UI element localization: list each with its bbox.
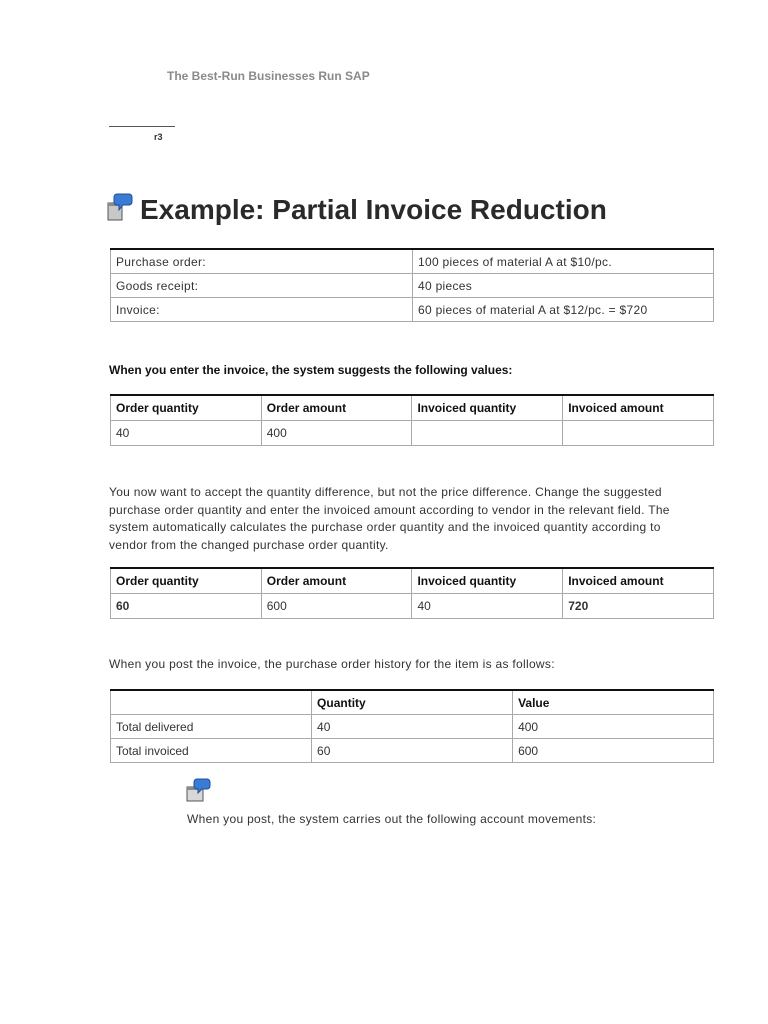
history-intro-text: When you post the invoice, the purchase order history for the item is as follows:	[109, 657, 555, 671]
divider	[109, 126, 175, 127]
table-row	[111, 274, 714, 298]
table-cell: Invoice:	[111, 298, 413, 322]
table-cell: Total invoiced	[111, 739, 312, 763]
suggested-values-table	[110, 394, 714, 446]
column-header: Invoiced amount	[563, 568, 714, 594]
table-cell: 600	[261, 594, 412, 619]
table-row	[111, 298, 714, 322]
table-row	[111, 421, 714, 446]
table-header-row	[111, 690, 714, 715]
note-icon	[185, 778, 211, 810]
table-header-row	[111, 568, 714, 594]
table-cell: 40 pieces	[413, 274, 714, 298]
column-header: Order quantity	[111, 395, 262, 421]
column-header: Order amount	[261, 395, 412, 421]
column-header: Invoiced quantity	[412, 395, 563, 421]
table-row	[111, 739, 714, 763]
table-cell: Purchase order:	[111, 249, 413, 274]
purchase-summary-table	[110, 248, 714, 322]
table-cell	[412, 421, 563, 446]
column-header: Invoiced amount	[563, 395, 714, 421]
table-cell	[563, 421, 714, 446]
table-cell: 400	[261, 421, 412, 446]
column-header: Quantity	[312, 690, 513, 715]
suggested-values-heading: When you enter the invoice, the system suggests the following values:	[109, 363, 513, 377]
column-header	[111, 690, 312, 715]
column-header: Invoiced quantity	[412, 568, 563, 594]
table-row	[111, 715, 714, 739]
document-code: r3	[154, 132, 163, 142]
table-cell: Total delivered	[111, 715, 312, 739]
table-cell: 720	[563, 594, 714, 619]
note-icon	[107, 191, 133, 223]
table-cell: 60	[312, 739, 513, 763]
posting-note-text: When you post, the system carries out the following account movements:	[187, 812, 597, 826]
table-cell: 40	[412, 594, 563, 619]
table-cell: 600	[513, 739, 714, 763]
table-cell: 40	[111, 421, 262, 446]
table-cell: 60	[111, 594, 262, 619]
table-row	[111, 249, 714, 274]
brand-tagline: The Best-Run Businesses Run SAP	[167, 69, 370, 83]
table-cell: 100 pieces of material A at $10/pc.	[413, 249, 714, 274]
table-row	[111, 594, 714, 619]
table-header-row	[111, 395, 714, 421]
order-history-table	[110, 689, 714, 763]
page-title: Example: Partial Invoice Reduction	[140, 194, 607, 225]
column-header: Order amount	[261, 568, 412, 594]
changed-values-table	[110, 567, 714, 619]
table-cell: Goods receipt:	[111, 274, 413, 298]
table-cell: 40	[312, 715, 513, 739]
table-cell: 60 pieces of material A at $12/pc. = $720	[413, 298, 714, 322]
table-cell: 400	[513, 715, 714, 739]
instruction-paragraph: You now want to accept the quantity difference, but not the price difference. Change the suggested purchase order quantity and enter the invoiced amount according to vendor in the relevant field. The system automatically calculates the purchase order quantity and the invoiced quantity according to vendor from the changed purchase order quantity.	[109, 485, 670, 552]
column-header: Order quantity	[111, 568, 262, 594]
column-header: Value	[513, 690, 714, 715]
